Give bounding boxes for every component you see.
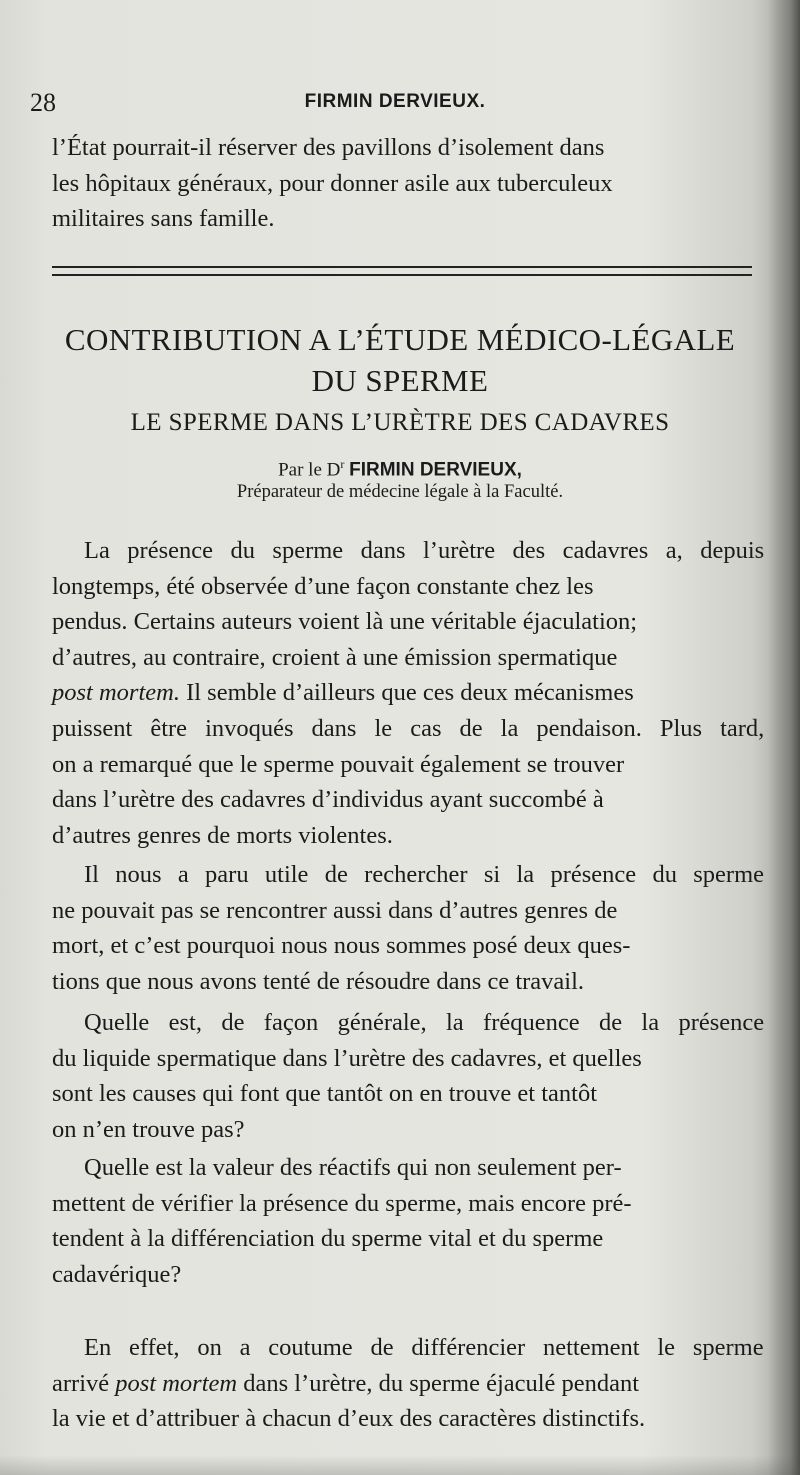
bottom-shadow (0, 1455, 800, 1475)
article-subtitle: LE SPERME DANS L’URÈTRE DES CADAVRES (130, 409, 670, 436)
paragraph-2 (52, 857, 764, 999)
author-affiliation: Préparateur de médecine légale à la Faculté. (236, 482, 564, 502)
running-head: FIRMIN DERVIEUX. (304, 91, 486, 112)
page-number: 28 (30, 88, 56, 117)
p1-line: dans l’urètre des cadavres d’individus ayant succombé à (52, 786, 604, 814)
paragraph-4 (52, 1150, 764, 1292)
p4-line: tendent à la différenciation du sperme vital et du sperme (52, 1225, 604, 1253)
p1-line: puissent être invoqués dans le cas de la pendaison. Plus tard, (52, 714, 765, 742)
intro-line: l’État pourrait-il réserver des pavillons d’isolement dans (52, 134, 605, 161)
p3-line: sont les causes qui font que tantôt on en trouve et tantôt (52, 1080, 598, 1108)
p5-line-2-pre: arrivé (52, 1369, 116, 1397)
binding-shadow (768, 0, 800, 1475)
page-header (30, 88, 760, 124)
paragraph-1 (52, 533, 764, 853)
p2-line: Il nous a paru utile de rechercher si la présence du sperme (84, 861, 765, 888)
byline-prefix: Par le D (278, 459, 341, 481)
double-rule-bottom (52, 274, 752, 276)
paragraph-3 (52, 1005, 764, 1147)
italic-post-mortem: post mortem. (52, 679, 180, 707)
p4-line: mettent de vérifier la présence du sperme, mais encore pré- (52, 1189, 632, 1217)
p1-line: longtemps, été observée d’une façon constante chez les (52, 572, 594, 600)
p3-line: on n’en trouve pas? (52, 1115, 245, 1143)
paragraph-5 (52, 1330, 764, 1437)
p5-line-2 (52, 1366, 764, 1402)
p1-line: d’autres genres de morts violentes. (52, 821, 393, 849)
p2-line: ne pouvait pas se rencontrer aussi dans d’autres genres de (52, 896, 618, 924)
p1-line: La présence du sperme dans l’urètre des cadavres a, depuis (84, 537, 765, 564)
p1-line: on a remarqué que le sperme pouvait également se trouver (52, 750, 625, 778)
article-title-line1: CONTRIBUTION A L’ÉTUDE MÉDICO-LÉGALE (64, 322, 736, 357)
p1-line-5-rest: Il semble d’ailleurs que ces deux mécanismes (179, 679, 634, 707)
intro-line: les hôpitaux généraux, pour donner asile aux tuberculeux (52, 169, 613, 197)
intro-paragraph (52, 130, 764, 237)
p3-line: du liquide spermatique dans l’urètre des cadavres, et quelles (52, 1044, 642, 1072)
author-name: FIRMIN DERVIEUX, (349, 459, 522, 481)
byline-sup: r (340, 457, 345, 471)
byline (40, 457, 760, 481)
p1-line-5 (52, 675, 764, 711)
p1-line: d’autres, au contraire, croient à une émission spermatique (52, 643, 618, 671)
p5-line: la vie et d’attribuer à chacun d’eux des caractères distinctifs. (52, 1405, 646, 1433)
p4-line: Quelle est la valeur des réactifs qui non seulement per- (84, 1154, 622, 1181)
p2-line: tions que nous avons tenté de résoudre dans ce travail. (52, 967, 585, 995)
double-rule-top (52, 266, 752, 268)
p2-line: mort, et c’est pourquoi nous nous sommes posé deux ques- (52, 932, 631, 960)
p5-line: En effet, on a coutume de différencier nettement le sperme (84, 1334, 764, 1361)
article-title-line2: DU SPERME (311, 363, 489, 398)
intro-line: militaires sans famille. (52, 205, 275, 233)
italic-post-mortem-2: post mortem (115, 1369, 238, 1397)
p4-line: cadavérique? (52, 1260, 182, 1288)
p5-line-2-rest: dans l’urètre, du sperme éjaculé pendant (237, 1369, 640, 1397)
p1-line: pendus. Certains auteurs voient là une véritable éjaculation; (52, 608, 638, 636)
p3-line: Quelle est, de façon générale, la fréquence de la présence (84, 1009, 765, 1036)
